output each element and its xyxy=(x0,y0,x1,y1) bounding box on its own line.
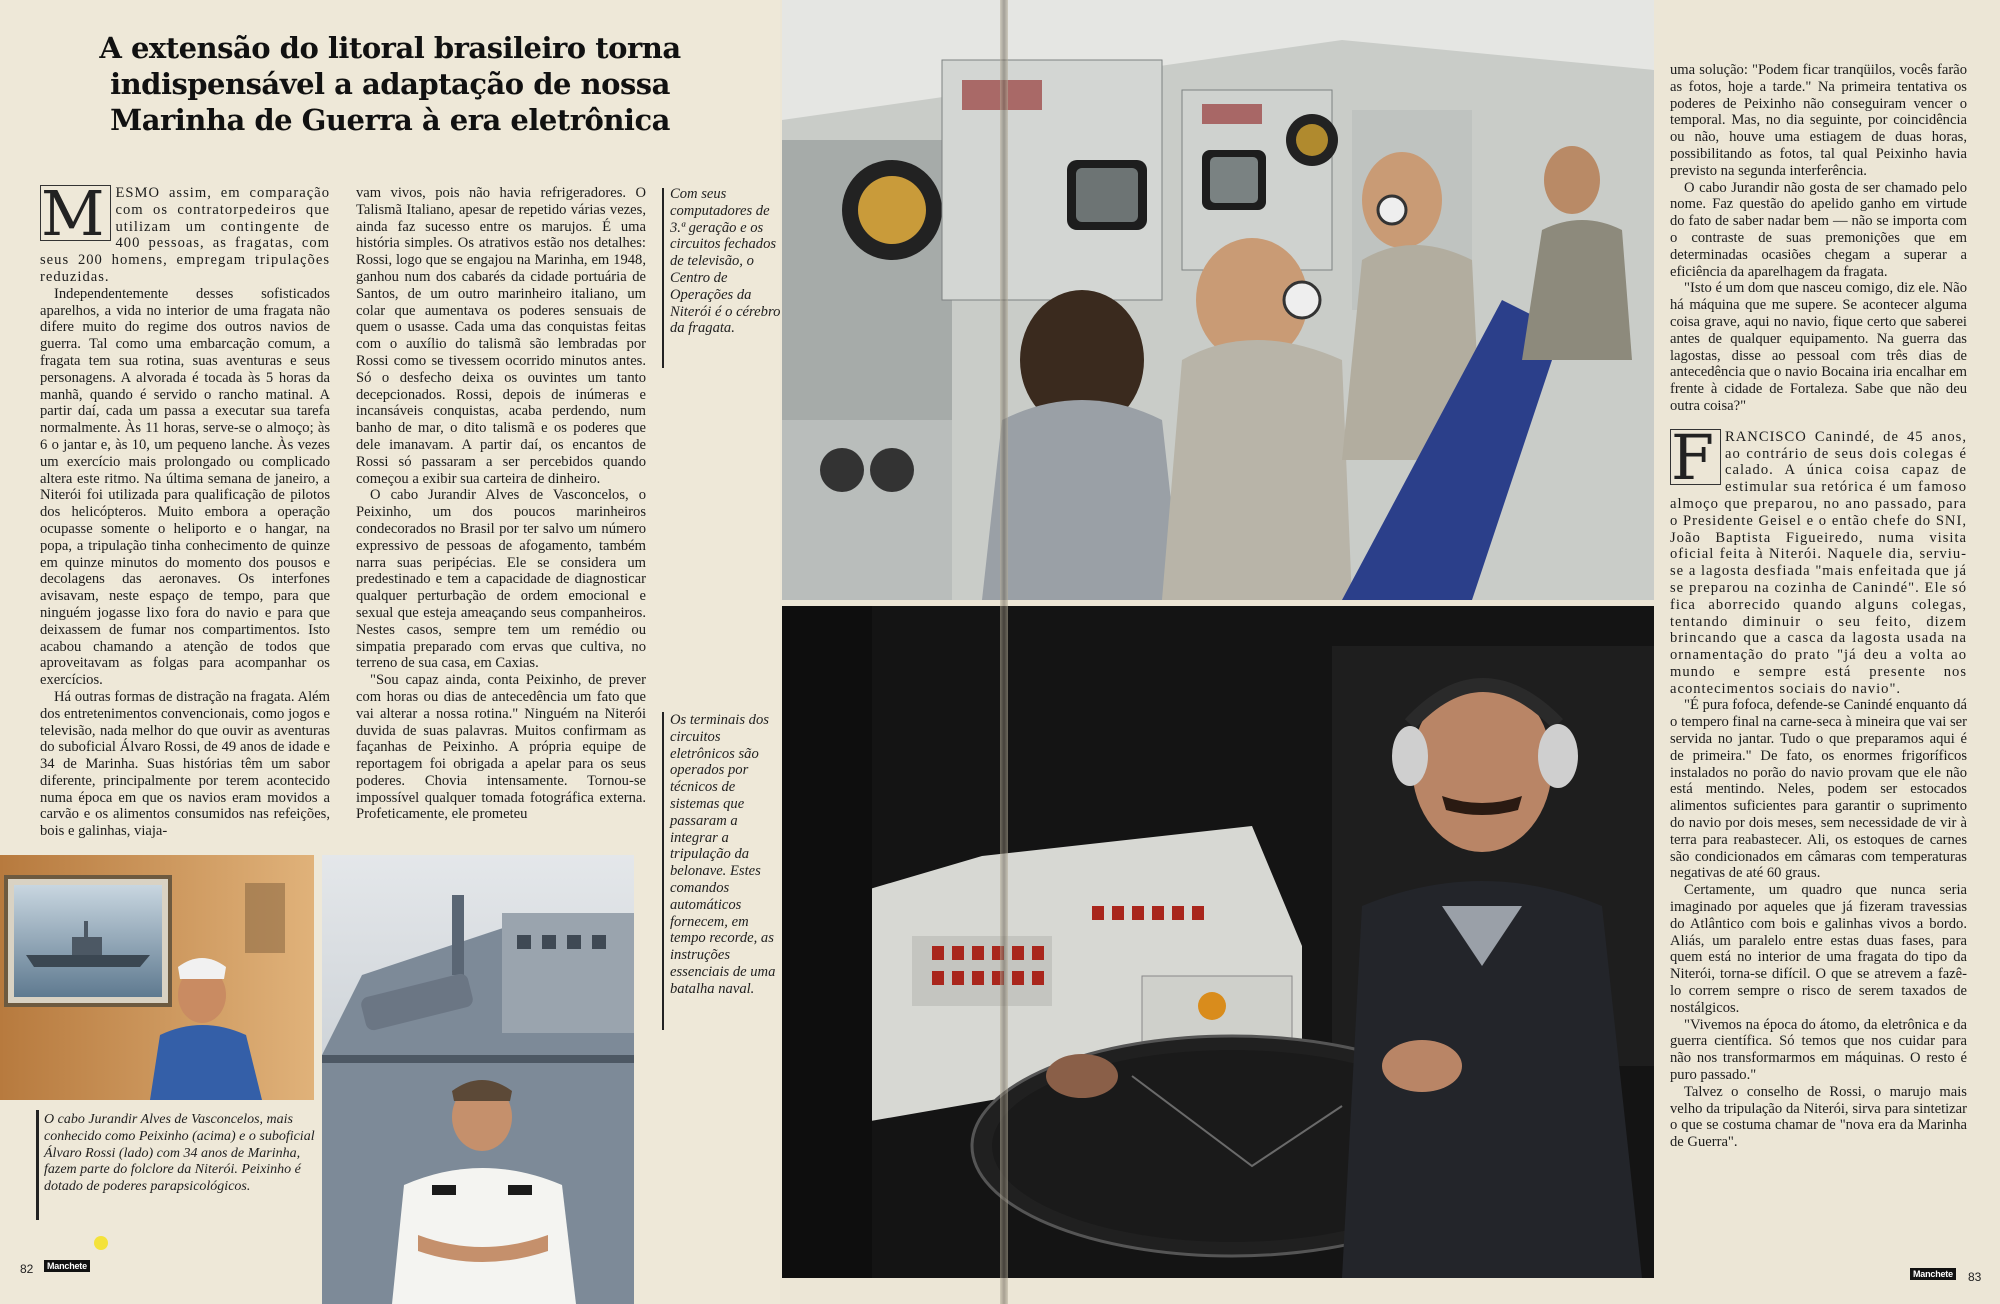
photo-console-operator xyxy=(782,606,1654,1278)
caption-operations-center: Com seus computadores de 3.ª geração e os circuitos fechados de televisão, o Centro de Operações da Niterói é o cérebro da fragata. xyxy=(670,186,781,337)
right-paragraph-3: "Isto é um dom que nasceu comigo, diz ele. Não há máquina que me supere. Se acontecer alguma coisa grave, aqui no navio, fique certo que saberei antes de qualquer equipamento. Na guerra das lagostas, disse ao pessoal com três dias de antecedência que o navio Bocaina iria encalhar em frente à cidade de Fortaleza. Sabe que não deu outra coisa?" xyxy=(1670,280,1967,414)
caption-terminals: Os terminais dos circuitos eletrônicos são operados por técnicos de sistemas que passaram a integrar a tripulação da belonave. Estes comandos automáticos fornecem, em tempo recorde, as instruções essenciais de uma batalha naval. xyxy=(670,712,776,997)
caption-peixinho-rossi: O cabo Jurandir Alves de Vasconcelos, mais conhecido como Peixinho (acima) e o suboficial Álvaro Rossi (lado) com 34 anos de Marinha, fazem parte do folclore da Niterói. Peixinho é dotado de poderes parapsicológicos. xyxy=(44,1112,315,1195)
caption-rule-mid xyxy=(662,712,664,1030)
caption-rule-top xyxy=(662,188,664,368)
right-paragraph-7: "Vivemos na época do átomo, da eletrônica e da guerra científica. Só temos que nos cuidar para não nos transformarmos em máquinas. O resto é puro passado." xyxy=(1670,1016,1967,1084)
page-number-right: 83 xyxy=(1968,1270,1982,1284)
magazine-logo-right: Manchete xyxy=(1910,1268,1956,1280)
right-paragraph-6: Certamente, um quadro que nunca seria imaginado por aqueles que já fizeram travessias do Atlântico com bois e galinhas vivos a bordo. Aliás, um paralelo entre estas duas fases, para quem está no interior de uma fragata do tipo da Niterói, torna-se difícil. O que se atrevem a fazê-lo correm sempre o risco de serem taxados de nostálgicos. xyxy=(1670,882,1967,1016)
drop-cap-f: F xyxy=(1670,429,1721,485)
col2-paragraph-3: "Sou capaz ainda, conta Peixinho, de prever com horas ou dias de antecedência um fato que vai alterar a nossa rotina." Ninguém na Niterói duvida de suas palavras. Muitos confirmam as façanhas de Peixinho. A própria equipe de reportagem foi obrigada a apelar para os seus poderes. Chovia intensamente. Tornou-se impossível qualquer tomada fotográfica externa. Profeticamente, ele prometeu xyxy=(356,672,646,823)
col1-paragraph-2: Independentemente desses sofisticados aparelhos, a vida no interior de uma fragata não difere muito do regime dos outros navios de guerra. Tal como uma embarcação comum, a fragata tem sua rotina, suas aventuras e seus personagens. A alvorada é tocada às 5 horas da manhã, quando é servido o rancho matinal. A partir daí, cada um passa a executar sua tarefa normalmente. Às 11 horas, serve-se o almoço; às 6 o jantar e, às 10, um pequeno lanche. Às vezes um exercício mais prolongado ou complicado altera este ritmo. Na última semana de janeiro, a Niterói foi utilizada para qualificação de pilotos dos helicópteros. Muito embora a operação ocupasse somente o heliporto e o hangar, na popa, a tripulação tinha conhecimento de quinze em quinze minutos do momento dos pousos e decolagens das aeronaves. Os interfones avisavam, neste espaço de tempo, para que ninguém jogasse lixo fora do navio e para que deixassem de fumar nos compartimentos. Isto acabou chamando a atenção de todos que aproveitavam as folgas para acompanhar os exercícios. xyxy=(40,285,330,689)
col2-paragraph-1: vam vivos, pois não havia refrigeradores. O Talismã Italiano, apesar de repetido várias vezes, ainda faz sucesso entre os marujos. É uma história simples. Os atrativos estão nos detalhes: Rossi, logo que se engajou na Marinha, em 1948, ganhou num dos cabarés da cidade portuária de Santos, de um outro marinheiro italiano, um colar que aumentava os poderes sensuais de quem o usasse. Cada uma das conquistas feitas com o auxílio do talismã são lembradas por Rossi como se tivessem ocorrido minutos antes. Só o desfecho deixa os ouvintes um tanto decepcionados. Rossi, depois de inúmeras e incansáveis conquistas, acaba perdendo, num banho de mar, o dito talismã e os poderes que dele imanavam. A partir daí, os encantos de Rossi só passaram a ser percebidos quando começou a exibir sua carteira de dinheiro. xyxy=(356,185,646,487)
article-column-2 xyxy=(356,185,646,840)
yellow-spot xyxy=(94,1236,108,1250)
col1-lead: ESMO assim, em comparação com os contratorpedeiros que utilizam um contingente de 400 pessoas, as fragatas, com seus 200 homens, empregam tripulações reduzidas. xyxy=(40,185,330,285)
page-number-left: 82 xyxy=(20,1262,34,1276)
photo-rossi xyxy=(322,855,634,1304)
caption-rule-bottom xyxy=(36,1110,39,1220)
right-paragraph-1: uma solução: "Podem ficar tranqüilos, vocês farão as fotos, hoje a tarde." Na primeira tentativa os poderes de Peixinho não conseguiram vencer o temporal. Mas, no dia seguinte, por coincidência ou não, houve uma estiagem de duas horas, possibilitando as fotos, tal qual Peixinho havia previsto na segunda interferência. xyxy=(1670,62,1967,179)
right-paragraph-5: "É pura fofoca, defende-se Canindé enquanto dá o tempero final na carne-seca à mineira que vai ser servida no jantar. Tudo o que preparamos aqui é de primeira." De fato, os enormes frigoríficos instalados no porão do navio provam que ele não está mentindo. Neles, podem ser estocados alimentos suficientes para garantir o suprimento do navio por dois meses, sem necessidade de vir à terra para reabastecer. Ali, os estoques de carnes são condicionados em câmaras com temperaturas negativas de até 60 graus. xyxy=(1670,697,1967,882)
col1-paragraph-3: Há outras formas de distração na fragata. Além dos entretenimentos convencionais, como jogos e televisão, nada melhor do que ouvir as aventuras do suboficial Álvaro Rossi, de 49 anos de idade e 34 de Marinha. Suas histórias têm um sabor diferente, principalmente por terem acontecido numa época em que os navios eram movidos a carvão e os alimentos consumidos nas refeições, bois e galinhas, viaja- xyxy=(40,688,330,840)
right-paragraph-2: O cabo Jurandir não gosta de ser chamado pelo nome. Faz questão do apelido ganho em virtude do fato de saber nadar bem — não se importa com o contraste de suas premonições que em determinadas ocasiões chegam a superar a eficiência da aparelhagem da fragata. xyxy=(1670,179,1967,280)
right-paragraph-8: Talvez o conselho de Rossi, o marujo mais velho da tripulação da Niterói, sirva para sintetizar o que se costuma chamar de "nova era da Marinha de Guerra". xyxy=(1670,1083,1967,1151)
right-paragraph-4: RANCISCO Canindé, de 45 anos, ao contrário de seus dois colegas é calado. A única coisa capaz de estimular sua retórica é um famoso almoço que preparou, no ano passado, para o Presidente Geisel e o então chefe do SNI, João Baptista Figueiredo, numa visita oficial feita à Niterói. Naquele dia, serviu-se a lagosta desfiada "mais enfeitada que já se preparou na cozinha de Canindé". Ele só fica aborrecido quando alguns colegas, tentando diminuir o seu feito, dizem brincando que a casca da lagosta usada na ornamentação do prato "já deu a volta ao mundo e sempre está presente nos acontecimentos sociais do navio". xyxy=(1670,428,1967,697)
magazine-logo-left: Manchete xyxy=(44,1260,90,1272)
article-column-right xyxy=(1670,62,1967,1162)
photo-peixinho xyxy=(0,855,314,1100)
article-headline: A extensão do litoral brasileiro torna indispensável a adaptação de nossa Marinha de Guerra à era eletrônica xyxy=(99,31,681,137)
photo-operations-room xyxy=(782,0,1654,600)
drop-cap-m: M xyxy=(40,185,111,241)
spread-gutter xyxy=(1000,0,1008,1304)
col2-paragraph-2: O cabo Jurandir Alves de Vasconcelos, o Peixinho, um dos poucos marinheiros condecorados no Brasil por ter salvo um número expressivo de pessoas de afogamento, também narra suas peripécias. Ele se considera um predestinado e tem a capacidade de diagnosticar qualquer perturbação de ordem emocional e sexual que esteja ameaçando seus companheiros. Nestes casos, sempre tem um remédio ou simpatia preparado com ervas que cultiva, no terreno de sua casa, em Caxias. xyxy=(356,487,646,672)
article-column-1 xyxy=(40,185,330,840)
